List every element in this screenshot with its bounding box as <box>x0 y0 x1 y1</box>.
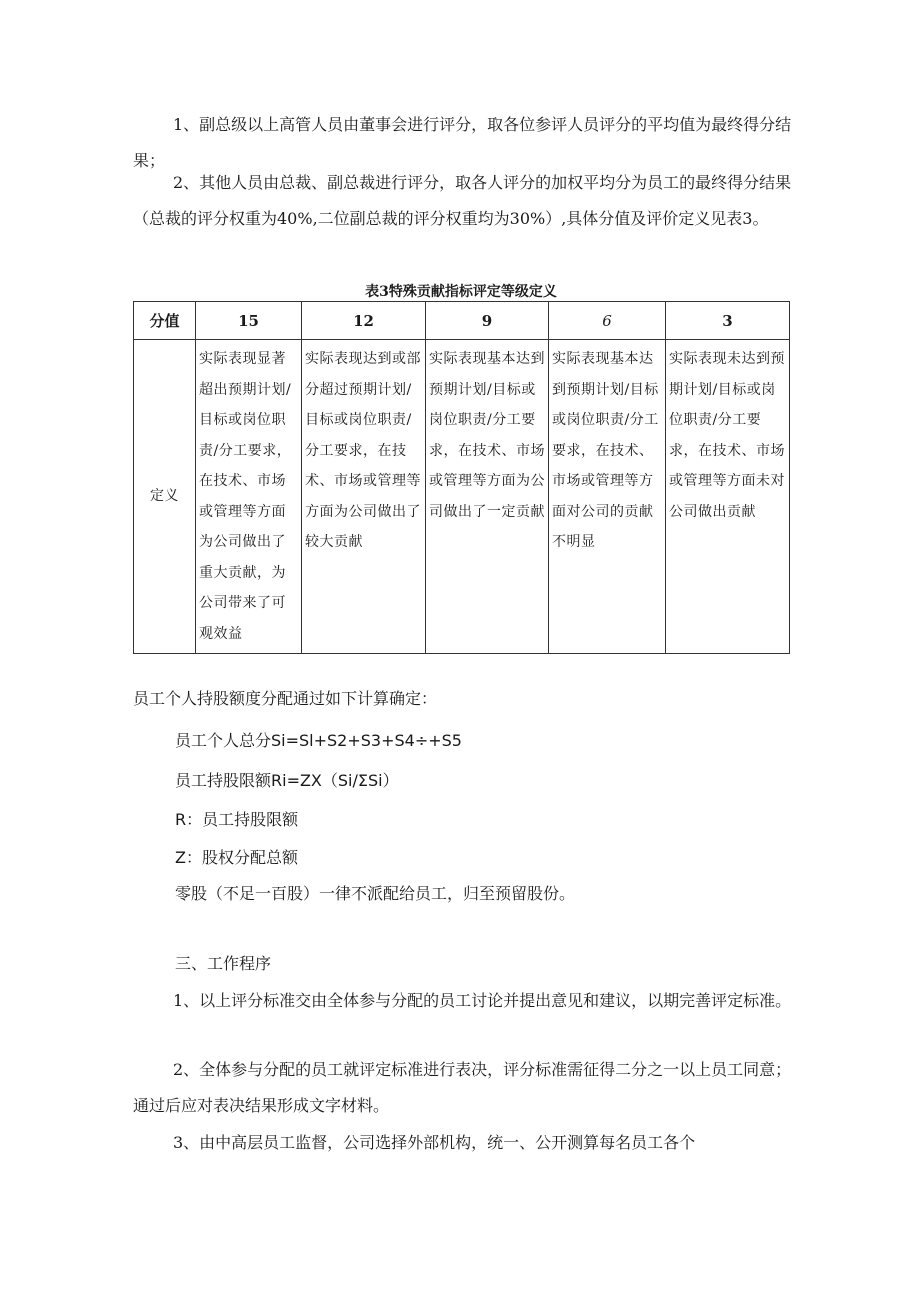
section-heading: 三、工作程序 <box>175 954 272 973</box>
calc-intro: 员工个人持股额度分配通过如下计算确定： <box>133 689 438 708</box>
score-value: 9 <box>426 302 549 340</box>
table-caption: 表3特殊贡献指标评定等级定义 <box>365 284 557 300</box>
score-value: 3 <box>666 302 790 340</box>
definition-row <box>134 340 790 654</box>
formula-share-limit: 员工持股限额Ri=ZX（Si∕ΣSi） <box>175 771 399 790</box>
intro-paragraph-1: 1、副总级以上高管人员由董事会进行评分，取各位参评人员评分的平均值为最终得分结果； <box>133 115 792 170</box>
score-value: 6 <box>549 302 666 340</box>
procedure-step-3: 3、由中高层员工监督，公司选择外部机构，统一、公开测算每名员工各个 <box>173 1133 696 1152</box>
definition-cell: 实际表现基本达到预期计划/目标或岗位职责/分工要求，在技术、市场或管理等方面对公司的贡献不明显 <box>549 340 666 654</box>
grade-definition-table <box>133 301 790 654</box>
score-value: 15 <box>196 302 302 340</box>
score-header-label: 分值 <box>134 302 196 340</box>
definition-cell: 实际表现未达到预期计划/目标或岗位职责/分工要求，在技术、市场或管理等方面未对公司做出贡献 <box>666 340 790 654</box>
score-header-row <box>134 302 790 340</box>
procedure-step-1: 1、以上评分标准交由全体参与分配的员工讨论并提出意见和建议，以期完善评定标准。 <box>173 991 792 1010</box>
score-value: 12 <box>302 302 426 340</box>
odd-lot-note: 零股（不足一百股）一律不派配给员工，归至预留股份。 <box>175 884 576 903</box>
definition-z: Z：股权分配总额 <box>175 848 298 867</box>
definition-row-label: 定义 <box>134 340 196 654</box>
definition-cell: 实际表现基本达到预期计划/目标或岗位职责/分工要求，在技术、市场或管理等方面为公司做出了一定贡献 <box>426 340 549 654</box>
definition-r: R：员工持股限额 <box>175 810 299 829</box>
formula-total-score: 员工个人总分Si=Sl+S2+S3+S4÷+S5 <box>175 731 462 750</box>
procedure-step-2: 2、全体参与分配的员工就评定标准进行表决，评分标准需征得二分之一以上员工同意；通过后应对表决结果形成文字材料。 <box>133 1060 792 1115</box>
intro-paragraph-2: 2、其他人员由总裁、副总裁进行评分，取各人评分的加权平均分为员工的最终得分结果（总裁的评分权重为40%,二位副总裁的评分权重均为30%）,具体分值及评价定义见表3。 <box>133 173 792 228</box>
definition-cell: 实际表现显著超出预期计划/目标或岗位职责/分工要求，在技术、市场或管理等方面为公司做出了重大贡献，为公司带来了可观效益 <box>196 340 302 654</box>
definition-cell: 实际表现达到或部分超过预期计划/目标或岗位职责/分工要求，在技术、市场或管理等方面为公司做出了较大贡献 <box>302 340 426 654</box>
